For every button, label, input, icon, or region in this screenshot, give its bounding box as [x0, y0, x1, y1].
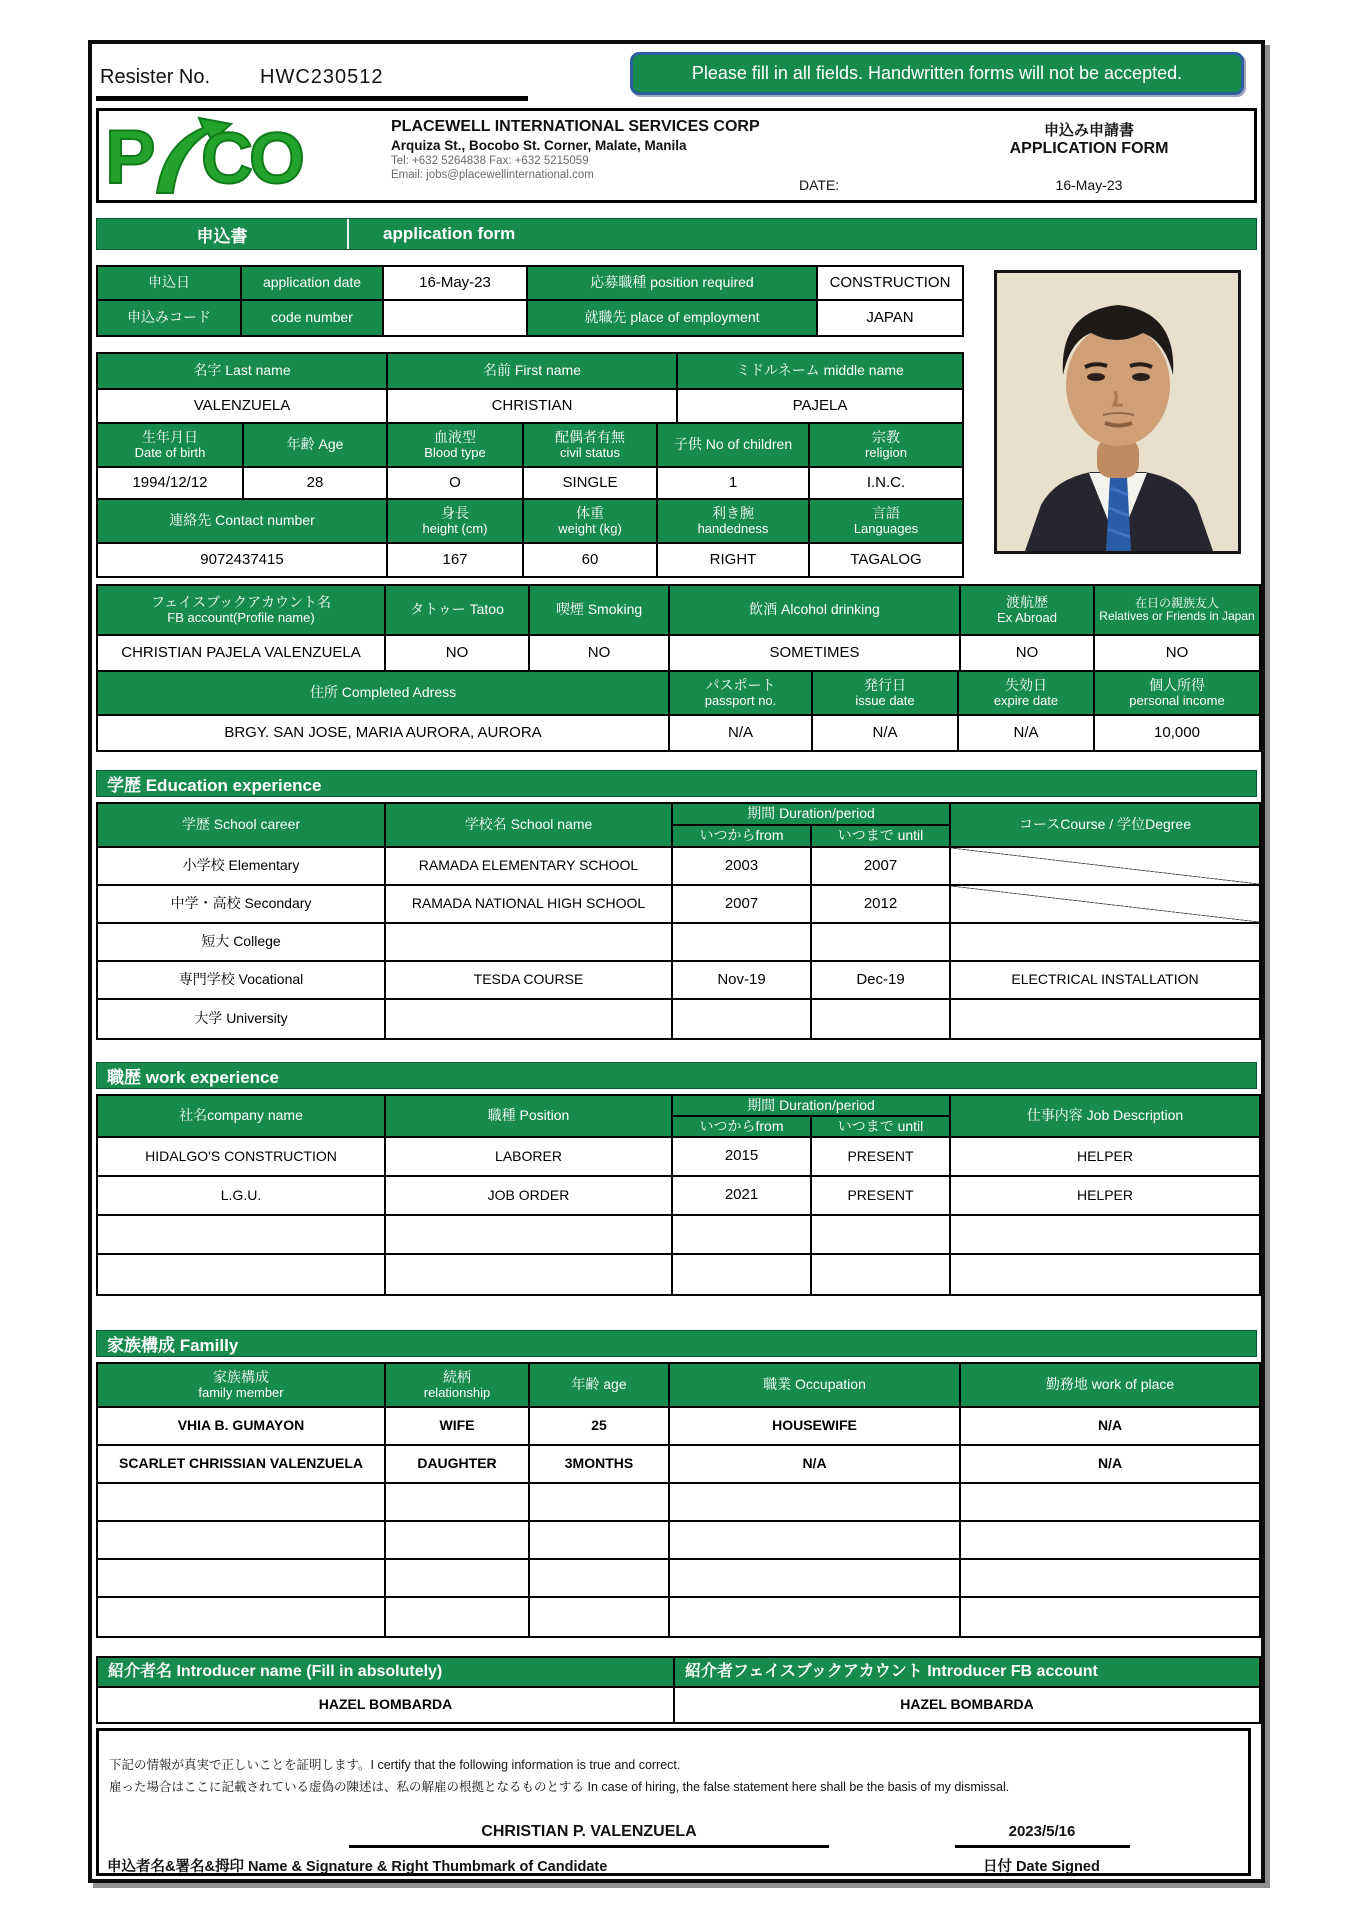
work-header-row	[98, 1096, 1259, 1138]
period-until-cell	[812, 1000, 951, 1038]
applicant-photo	[994, 270, 1241, 554]
ex-abroad-header-en: Ex Abroad	[997, 609, 1057, 625]
passport-header-en: passport no.	[704, 692, 777, 708]
languages-header	[810, 500, 962, 542]
register-no-value: HWC230512	[260, 66, 384, 88]
application-date-value: 16-May-23	[384, 267, 528, 299]
company-name-cell	[98, 1255, 386, 1294]
position-cell	[386, 1216, 673, 1253]
work-place-cell: N/A	[961, 1446, 1259, 1482]
work-row	[98, 1216, 1259, 1255]
family-row	[98, 1522, 1259, 1560]
dob-header-jp: 生年月日	[142, 428, 198, 445]
age-header: 年齢 Age	[244, 424, 388, 466]
expire-header-jp: 失効日	[1005, 676, 1047, 693]
education-header-row	[98, 804, 1259, 848]
period-until-header: いつまで until	[837, 1117, 924, 1134]
period-from-cell	[673, 924, 812, 960]
issue-header-jp: 発行日	[864, 676, 906, 693]
application-meta-table	[96, 265, 964, 337]
contact-number-header: 連絡先 Contact number	[98, 500, 388, 542]
school-career-header: 学歴 School career	[98, 804, 386, 846]
blood-header-en: Blood type	[424, 444, 486, 460]
work-place-cell	[961, 1522, 1259, 1558]
course-cell-crossed	[951, 886, 1259, 922]
work-row	[98, 1255, 1259, 1294]
position-cell: LABORER	[386, 1138, 673, 1175]
last-name-header: 名字 Last name	[98, 354, 388, 388]
course-cell: ELECTRICAL INSTALLATION	[951, 962, 1259, 998]
work-place-header: 勤務地 work of place	[961, 1364, 1259, 1406]
address-header-row	[98, 672, 1259, 716]
placewell-logo-icon	[105, 113, 315, 199]
last-name-value: VALENZUELA	[98, 390, 388, 422]
family-age-cell: 3MONTHS	[530, 1446, 670, 1482]
relationship-cell	[386, 1522, 530, 1558]
period-from-cell: 2003	[673, 848, 812, 884]
dob-value: 1994/12/12	[98, 468, 244, 498]
civil-status-header	[524, 424, 658, 466]
relationship-cell	[386, 1484, 530, 1520]
date-label: DATE:	[799, 177, 840, 193]
period-until-cell	[812, 1216, 951, 1253]
alcohol-header: 飲酒 Alcohol drinking	[670, 586, 961, 634]
job-description-cell: HELPER	[951, 1177, 1259, 1214]
work-place-cell	[961, 1484, 1259, 1520]
weight-header-jp: 体重	[576, 504, 604, 521]
religion-header	[810, 424, 962, 466]
introducer-name-value: HAZEL BOMBARDA	[98, 1688, 675, 1722]
social-address-table	[96, 584, 1261, 752]
applicant-photo-illustration	[997, 273, 1238, 551]
social-header-row	[98, 586, 1259, 636]
issue-header-en: issue date	[855, 692, 915, 708]
school-name-cell: TESDA COURSE	[386, 962, 673, 998]
relationship-cell: DAUGHTER	[386, 1446, 530, 1482]
personal-income-header	[1095, 672, 1259, 714]
education-row	[98, 886, 1259, 924]
code-number-value	[384, 301, 528, 335]
civil-header-en: civil status	[560, 444, 620, 460]
languages-value: TAGALOG	[810, 544, 962, 576]
religion-header-en: religion	[865, 444, 907, 460]
course-cell	[951, 924, 1259, 960]
school-career-cell: 短大 College	[98, 924, 386, 960]
contact-header-row	[98, 500, 962, 544]
period-header: 期間 Duration/period	[673, 1096, 949, 1117]
school-name-cell: RAMADA ELEMENTARY SCHOOL	[386, 848, 673, 884]
name-value-row	[98, 390, 962, 424]
ex-abroad-header	[961, 586, 1095, 634]
period-from-cell: 2021	[673, 1177, 812, 1214]
school-name-header: 学校名 School name	[386, 804, 673, 846]
fb-header-jp: フェイスブックアカウント名	[150, 593, 332, 610]
section-work	[96, 1062, 1257, 1089]
signature-underline	[349, 1845, 829, 1848]
tattoo-header: タトゥー Tatoo	[386, 586, 530, 634]
date-value: 16-May-23	[1055, 177, 1123, 193]
bio-header-row	[98, 424, 962, 468]
education-row	[98, 848, 1259, 886]
period-from-header: いつからfrom	[673, 826, 812, 846]
signature-date-label: 日付 Date Signed	[983, 1859, 1100, 1875]
handedness-header	[658, 500, 810, 542]
section-application-form	[96, 218, 1257, 250]
company-name-cell: HIDALGO'S CONSTRUCTION	[98, 1138, 386, 1175]
personal-info-table	[96, 352, 964, 578]
period-from-cell	[673, 1000, 812, 1038]
application-date-label-en: application date	[242, 267, 384, 299]
handedness-value: RIGHT	[658, 544, 810, 576]
work-table	[96, 1094, 1261, 1296]
introducer-value-row	[98, 1688, 1259, 1722]
period-until-cell: PRESENT	[812, 1177, 951, 1214]
family-row	[98, 1560, 1259, 1598]
relationship-header-jp: 続柄	[443, 1368, 471, 1385]
job-description-header: 仕事内容 Job Description	[951, 1096, 1259, 1136]
weight-header	[524, 500, 658, 542]
smoking-header: 喫煙 Smoking	[530, 586, 670, 634]
family-row	[98, 1408, 1259, 1446]
work-place-cell	[961, 1598, 1259, 1636]
work-period-header	[673, 1096, 951, 1136]
occupation-cell: HOUSEWIFE	[670, 1408, 961, 1444]
introducer-name-header: 紹介者名 Introducer name (Fill in absolutely)	[98, 1658, 675, 1686]
alcohol-value: SOMETIMES	[670, 636, 961, 670]
religion-header-jp: 宗教	[872, 428, 900, 445]
family-table	[96, 1362, 1261, 1638]
code-number-label-en: code number	[242, 301, 384, 335]
course-cell-crossed	[951, 848, 1259, 884]
period-until-cell: Dec-19	[812, 962, 951, 998]
age-value: 28	[244, 468, 388, 498]
issue-date-header	[813, 672, 959, 714]
weight-value: 60	[524, 544, 658, 576]
introducer-fb-value: HAZEL BOMBARDA	[675, 1688, 1259, 1722]
education-row	[98, 924, 1259, 962]
company-address: Arquiza St., Bocobo St. Corner, Malate, Manila	[391, 138, 687, 153]
signature-name-label: 申込者名&署名&拇印 Name & Signature & Right Thumbmark of Candidate	[107, 1859, 608, 1875]
name-header-row	[98, 354, 962, 390]
family-age-header: 年齢 age	[530, 1364, 670, 1406]
occupation-cell	[670, 1522, 961, 1558]
issue-date-value: N/A	[813, 716, 959, 750]
school-name-cell: RAMADA NATIONAL HIGH SCHOOL	[386, 886, 673, 922]
signature-date-underline	[955, 1845, 1130, 1848]
family-row	[98, 1484, 1259, 1522]
height-value: 167	[388, 544, 524, 576]
work-place-cell: N/A	[961, 1408, 1259, 1444]
family-row	[98, 1598, 1259, 1636]
table-row	[98, 267, 962, 301]
period-from-cell: 2015	[673, 1138, 812, 1175]
form-frame	[88, 40, 1265, 1883]
relationship-header	[386, 1364, 530, 1406]
company-name-cell: L.G.U.	[98, 1177, 386, 1214]
period-from-cell: 2007	[673, 886, 812, 922]
section-family-title: 家族構成 Familly	[107, 1336, 239, 1355]
school-career-cell: 中学・高校 Secondary	[98, 886, 386, 922]
period-from-header: いつからfrom	[673, 1117, 812, 1136]
school-career-cell: 大学 University	[98, 1000, 386, 1038]
period-subheader	[673, 826, 949, 846]
personal-income-value: 10,000	[1095, 716, 1259, 750]
course-cell	[951, 1000, 1259, 1038]
relatives-japan-header	[1095, 586, 1259, 634]
middle-name-header: ミドルネーム middle name	[678, 354, 962, 388]
expire-header-en: expire date	[993, 692, 1059, 708]
ex-abroad-header-jp: 渡航歴	[1006, 593, 1048, 610]
first-name-header: 名前 First name	[388, 354, 678, 388]
form-title-en: APPLICATION FORM	[1009, 140, 1169, 157]
fb-account-value: CHRISTIAN PAJELA VALENZUELA	[98, 636, 386, 670]
form-title-jp: 申込み申請書	[1043, 122, 1134, 139]
expire-date-header	[959, 672, 1095, 714]
family-member-cell	[98, 1484, 386, 1520]
introducer-fb-header: 紹介者フェイスブックアカウント Introducer FB account	[675, 1658, 1259, 1686]
job-description-cell: HELPER	[951, 1138, 1259, 1175]
expire-date-value: N/A	[959, 716, 1095, 750]
work-row	[98, 1177, 1259, 1216]
height-header-jp: 身長	[441, 504, 469, 521]
languages-header-en: Languages	[853, 520, 919, 536]
position-required-value: CONSTRUCTION	[818, 267, 962, 299]
occupation-cell: N/A	[670, 1446, 961, 1482]
certification-line2: 雇った場合はここに記載されている虚偽の陳述は、私の解雇の根拠となるものとする In case of hiring, the false statement here shall be the basis of my dismissal.	[109, 1780, 1010, 1794]
address-value: BRGY. SAN JOSE, MARIA AURORA, AURORA	[98, 716, 670, 750]
introducer-header-row	[98, 1658, 1259, 1688]
blood-type-header	[388, 424, 524, 466]
work-row	[98, 1138, 1259, 1177]
relationship-header-en: relationship	[423, 1384, 491, 1400]
period-until-cell	[812, 1255, 951, 1294]
address-value-row	[98, 716, 1259, 750]
children-value: 1	[658, 468, 810, 498]
school-career-cell: 専門学校 Vocational	[98, 962, 386, 998]
social-value-row	[98, 636, 1259, 672]
job-description-cell	[951, 1216, 1259, 1253]
occupation-cell	[670, 1484, 961, 1520]
family-member-header-jp: 家族構成	[213, 1368, 269, 1385]
fb-account-header	[98, 586, 386, 634]
place-of-employment-label: 就職先 place of employment	[528, 301, 818, 335]
course-degree-header: コースCourse / 学位Degree	[951, 804, 1259, 846]
period-from-cell	[673, 1255, 812, 1294]
period-until-cell: 2012	[812, 886, 951, 922]
family-member-cell	[98, 1598, 386, 1636]
school-name-cell	[386, 1000, 673, 1038]
job-description-cell	[951, 1255, 1259, 1294]
company-email: Email: jobs@placewellinternational.com	[391, 169, 594, 181]
occupation-cell	[670, 1598, 961, 1636]
dob-header-en: Date of birth	[134, 444, 206, 460]
svg-text:P: P	[105, 115, 150, 199]
family-age-cell	[530, 1598, 670, 1636]
blood-header-jp: 血液型	[434, 428, 476, 445]
family-member-cell: VHIA B. GUMAYON	[98, 1408, 386, 1444]
position-cell	[386, 1255, 673, 1294]
civil-header-jp: 配偶者有無	[555, 428, 625, 445]
company-name: PLACEWELL INTERNATIONAL SERVICES CORP	[391, 118, 760, 135]
signature-name: CHRISTIAN P. VALENZUELA	[481, 1823, 697, 1840]
handedness-header-en: handedness	[697, 520, 769, 536]
languages-header-jp: 言語	[872, 504, 900, 521]
passport-header	[670, 672, 813, 714]
period-until-cell: PRESENT	[812, 1138, 951, 1175]
relatives-japan-value: NO	[1095, 636, 1259, 670]
occupation-header: 職業 Occupation	[670, 1364, 961, 1406]
education-table	[96, 802, 1261, 1040]
family-age-cell	[530, 1484, 670, 1520]
period-from-cell: Nov-19	[673, 962, 812, 998]
period-until-cell: 2007	[812, 848, 951, 884]
position-required-label: 応募職種 position required	[528, 267, 818, 299]
section-family	[96, 1330, 1257, 1357]
certification-box	[96, 1728, 1251, 1876]
family-row	[98, 1446, 1259, 1484]
school-name-cell	[386, 924, 673, 960]
family-age-cell: 25	[530, 1408, 670, 1444]
relatives-header-en: Relatives or Friends in Japan	[1099, 609, 1255, 623]
weight-header-en: weight (kg)	[558, 520, 622, 536]
children-header: 子供 No of children	[658, 424, 810, 466]
education-period-header	[673, 804, 951, 846]
company-name-header: 社名company name	[98, 1096, 386, 1136]
religion-value: I.N.C.	[810, 468, 962, 498]
family-age-cell	[530, 1560, 670, 1596]
handedness-header-jp: 利き腕	[712, 504, 754, 521]
company-info	[391, 118, 760, 181]
family-member-cell: SCARLET CHRISSIAN VALENZUELA	[98, 1446, 386, 1482]
middle-name-value: PAJELA	[678, 390, 962, 422]
family-member-cell	[98, 1522, 386, 1558]
school-career-cell: 小学校 Elementary	[98, 848, 386, 884]
period-from-cell	[673, 1216, 812, 1253]
passport-header-jp: パスポート	[705, 676, 776, 693]
table-row	[98, 301, 962, 335]
company-header-box	[96, 108, 1257, 203]
period-until-cell	[812, 924, 951, 960]
relationship-cell: WIFE	[386, 1408, 530, 1444]
passport-value: N/A	[670, 716, 813, 750]
relationship-cell	[386, 1560, 530, 1596]
section-work-title: 職歴 work experience	[107, 1068, 279, 1087]
period-subheader	[673, 1117, 949, 1136]
family-age-cell	[530, 1522, 670, 1558]
smoking-value: NO	[530, 636, 670, 670]
application-date-label-jp: 申込日	[98, 267, 242, 299]
relationship-cell	[386, 1598, 530, 1636]
family-member-header	[98, 1364, 386, 1406]
position-cell: JOB ORDER	[386, 1177, 673, 1214]
company-name-cell	[98, 1216, 386, 1253]
tattoo-value: NO	[386, 636, 530, 670]
civil-status-value: SINGLE	[524, 468, 658, 498]
family-header-row	[98, 1364, 1259, 1408]
period-until-header: いつまで until	[837, 827, 924, 844]
section-application-en: application form	[383, 224, 516, 243]
notice-banner: Please fill in all fields. Handwritten forms will not be accepted.	[630, 52, 1244, 95]
svg-text:CO: CO	[201, 119, 301, 199]
work-place-cell	[961, 1560, 1259, 1596]
register-underline	[96, 96, 528, 101]
position-header: 職種 Position	[386, 1096, 673, 1136]
income-header-jp: 個人所得	[1149, 676, 1205, 693]
section-education-title: 学歴 Education experience	[107, 776, 322, 795]
bio-value-row	[98, 468, 962, 500]
blood-type-value: O	[388, 468, 524, 498]
dob-header	[98, 424, 244, 466]
register-no-label: Resister No.	[100, 66, 211, 88]
fb-header-en: FB account(Profile name)	[167, 609, 315, 625]
education-row	[98, 1000, 1259, 1038]
place-of-employment-value: JAPAN	[818, 301, 962, 335]
contact-value-row	[98, 544, 962, 576]
introducer-table	[96, 1656, 1261, 1724]
occupation-cell	[670, 1560, 961, 1596]
address-header: 住所 Completed Adress	[98, 672, 670, 714]
height-header-en: height (cm)	[422, 520, 488, 536]
code-number-label-jp: 申込みコード	[98, 301, 242, 335]
section-application-jp: 申込書	[97, 219, 349, 249]
period-header: 期間 Duration/period	[673, 804, 949, 826]
company-tel: Tel: +632 5264838 Fax: +632 5215059	[391, 155, 589, 167]
certification-line1: 下記の情報が真実で正しいことを証明します。I certify that the following information is true and correct.	[109, 1758, 681, 1772]
education-row	[98, 962, 1259, 1000]
ex-abroad-value: NO	[961, 636, 1095, 670]
signature-date: 2023/5/16	[1008, 1823, 1076, 1840]
family-member-cell	[98, 1560, 386, 1596]
income-header-en: personal income	[1129, 692, 1225, 708]
section-education	[96, 770, 1257, 797]
form-title	[939, 119, 1239, 158]
height-header	[388, 500, 524, 542]
contact-number-value: 9072437415	[98, 544, 388, 576]
first-name-value: CHRISTIAN	[388, 390, 678, 422]
family-member-header-en: family member	[198, 1384, 284, 1400]
relatives-header-jp: 在日の親族友人	[1134, 595, 1219, 610]
